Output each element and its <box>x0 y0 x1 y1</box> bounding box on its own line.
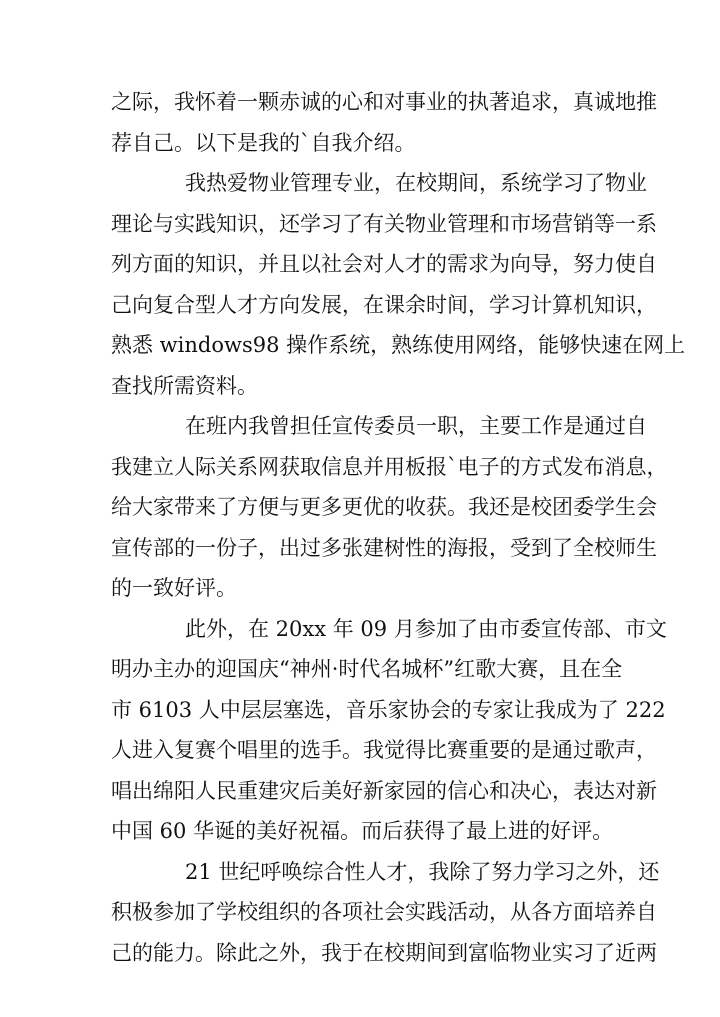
text-line: 给大家带来了方便与更多更优的收获。我还是校团委学生会 <box>111 495 657 519</box>
text-line: 我热爱物业管理专业，在校期间，系统学习了物业 <box>185 171 647 195</box>
text-line: 理论与实践知识，还学习了有关物业管理和市场营销等一系 <box>111 211 657 236</box>
paragraph-4 <box>111 609 667 852</box>
text-line: 列方面的知识，并且以社会对人才的需求为向导，努力使自 <box>111 252 657 276</box>
paragraph-3 <box>111 406 668 609</box>
document-body <box>111 82 686 973</box>
text-line: 己向复合型人才方向发展，在课余时间，学习计算机知识， <box>111 292 657 317</box>
text-line: 的一致好评。 <box>111 576 237 600</box>
text-line: 己的能力。除此之外，我于在校期间到富临物业实习了近两 <box>111 940 657 965</box>
paragraph-1 <box>111 82 657 163</box>
text-line: 21 世纪呼唤综合性人才，我除了努力学习之外，还 <box>185 859 660 884</box>
text-line: 熟悉 windows98 操作系统，熟练使用网络，能够快速在网上 <box>111 333 686 357</box>
text-line: 中国 60 华诞的美好祝福。而后获得了最上进的好评。 <box>111 819 614 843</box>
text-line: 我建立人际关系网获取信息并用板报`电子的方式发布消息， <box>111 454 668 479</box>
text-line: 积极参加了学校组织的各项社会实践活动，从各方面培养自 <box>111 900 657 924</box>
paragraph-5 <box>111 852 660 974</box>
text-line: 查找所需资料。 <box>111 373 258 398</box>
text-line: 在班内我曾担任宣传委员一职，主要工作是通过自 <box>185 414 647 438</box>
text-line: 明办主办的迎国庆“神州·时代名城杯”红歌大赛，且在全 <box>111 657 623 681</box>
paragraph-2 <box>111 163 686 406</box>
text-line: 宣传部的一份子，出过多张建树性的海报，受到了全校师生 <box>111 535 657 560</box>
text-line: 荐自己。以下是我的`自我介绍。 <box>111 130 416 155</box>
text-line: 人进入复赛个唱里的选手。我觉得比赛重要的是通过歌声， <box>111 738 657 762</box>
text-line: 之际，我怀着一颗赤诚的心和对事业的执著追求，真诚地推 <box>111 90 657 114</box>
text-line: 此外，在 20xx 年 09 月参加了由市委宣传部、市文 <box>185 616 667 641</box>
text-line: 市 6103 人中层层塞选，音乐家协会的专家让我成为了 222 <box>111 697 666 722</box>
text-line: 唱出绵阳人民重建灾后美好新家园的信心和决心，表达对新 <box>111 778 657 803</box>
